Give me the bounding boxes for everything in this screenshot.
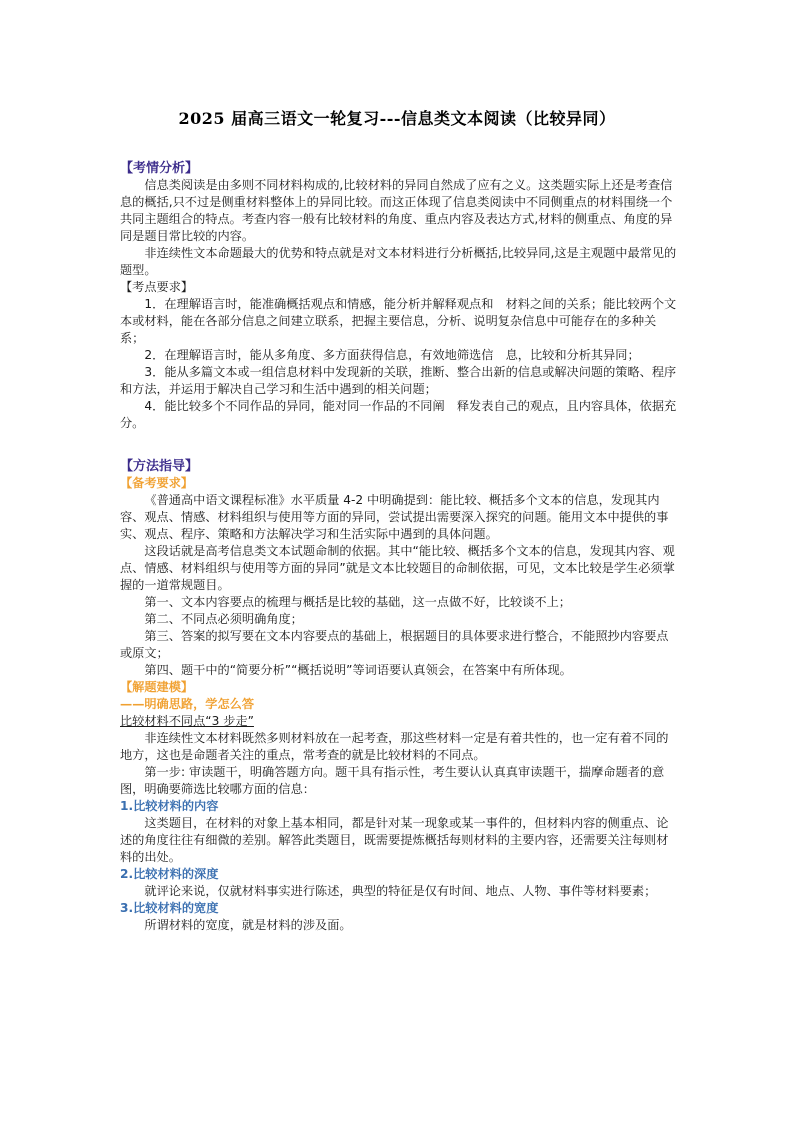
paragraph: 第三、答案的拟写要在文本内容要点的基础上，根据题目的具体要求进行整合，不能照抄内容要点或原文；: [120, 629, 669, 660]
paragraph: 这类题目，在材料的对象上基本相同，都是针对某一现象或某一事件的，但材料内容的侧重点、论述的角度往往有细微的差别。解答此类题目，既需要提炼概括每则材料的主要内容，还需要关注每则材料的出处。: [120, 816, 669, 864]
requirement-item: 2．在理解语言时，能从多角度、多方面获得信息，有效地筛选信 息，比较和分析其异同；: [144, 348, 640, 362]
paragraph: 第二、不同点必须明确角度；: [144, 612, 303, 626]
paragraph: 第一、文本内容要点的梳理与概括是比较的基础，这一点做不好，比较谈不上；: [144, 595, 571, 609]
paragraph: 信息类阅读是由多则不同材料构成的,比较材料的异同自然成了应有之义。这类题实际上还是考查信息的概括,只不过是侧重材料整体上的异同比较。而这正体现了信息类阅读中不同侧重点的材料围绕一个共同主题组合的特点。考查内容一般有比较材料的角度、重点内容及表达方式,材料的侧重点、角度的异同是题目常比较的内容。: [120, 178, 673, 243]
section-heading-kdyq: 【考点要求】: [120, 280, 194, 294]
paragraph: 所谓材料的宽度，就是材料的涉及面。: [144, 918, 352, 932]
paragraph: 《普通高中语文课程标准》水平质量 4-2 中明确提到：能比较、概括多个文本的信息，发现其内容、观点、情感、材料组织与使用等方面的异同，尝试提出需要深入探究的问题。能用文本中提供的事实、观点、程序、策略和方法解决学习和生活实际中遇到的具体问题。: [120, 493, 669, 541]
subheading-width: 3.比较材料的宽度: [120, 901, 219, 915]
requirement-item: 3．能从多篇文本或一组信息材料中发现新的关联，推断、整合出新的信息或解决问题的策略、程序和方法，并运用于解决自己学习和生活中遇到的相关问题；: [120, 365, 677, 396]
requirement-item: 1．在理解语言时，能准确概括观点和情感，能分析并解释观点和 材料之间的关系；能比较两个文本或材料，能在各部分信息之间建立联系，把握主要信息，分析、说明复杂信息中可能存在的多种关系；: [120, 297, 677, 345]
page-title: 2025 届高三语文一轮复习---信息类文本阅读（比较异同）: [178, 109, 616, 128]
section-heading-kqfx: 【考情分析】: [120, 161, 199, 176]
underlined-heading: 比较材料不同点“3 步走”: [120, 714, 254, 728]
subheading-depth: 2.比较材料的深度: [120, 867, 219, 881]
paragraph: 这段话就是高考信息类文本试题命制的依据。其中“能比较、概括多个文本的信息，发现其内容、观点、情感、材料组织与使用等方面的异同”就是文本比较题目的命制依据，可见，文本比较是学生必须掌握的一道常规题目。: [120, 544, 675, 592]
subheading-jtjm: 【解题建模】: [120, 680, 194, 694]
section-heading-ffzd: 【方法指导】: [120, 459, 199, 474]
subheading-dash: ——明确思路，学怎么答: [120, 697, 255, 711]
subheading-content: 1.比较材料的内容: [120, 799, 219, 813]
requirement-item: 4．能比较多个不同作品的异同，能对同一作品的不同阐 释发表自己的观点，且内容具体，依据充分。: [120, 399, 677, 430]
document-body: [120, 160, 680, 934]
paragraph: 非连续性文本命题最大的优势和特点就是对文本材料进行分析概括,比较异同,这是主观题中最常见的题型。: [120, 246, 677, 277]
paragraph: 非连续性文本材料既然多则材料放在一起考查，那这些材料一定是有着共性的，也一定有着不同的地方，这也是命题者关注的重点，常考查的就是比较材料的不同点。: [120, 731, 669, 762]
paragraph: 第一步: 审读题干，明确答题方向。题干具有指示性，考生要认认真真审读题干，揣摩命题者的意图，明确要筛选比较哪方面的信息：: [120, 765, 665, 796]
paragraph: 第四、题干中的“简要分析”“概括说明”等词语要认真领会，在答案中有所体现。: [144, 663, 572, 677]
paragraph: 就评论来说，仅就材料事实进行陈述，典型的特征是仅有时间、地点、人物、事件等材料要素；: [144, 884, 657, 898]
subheading-bkyq: 【备考要求】: [120, 476, 194, 490]
